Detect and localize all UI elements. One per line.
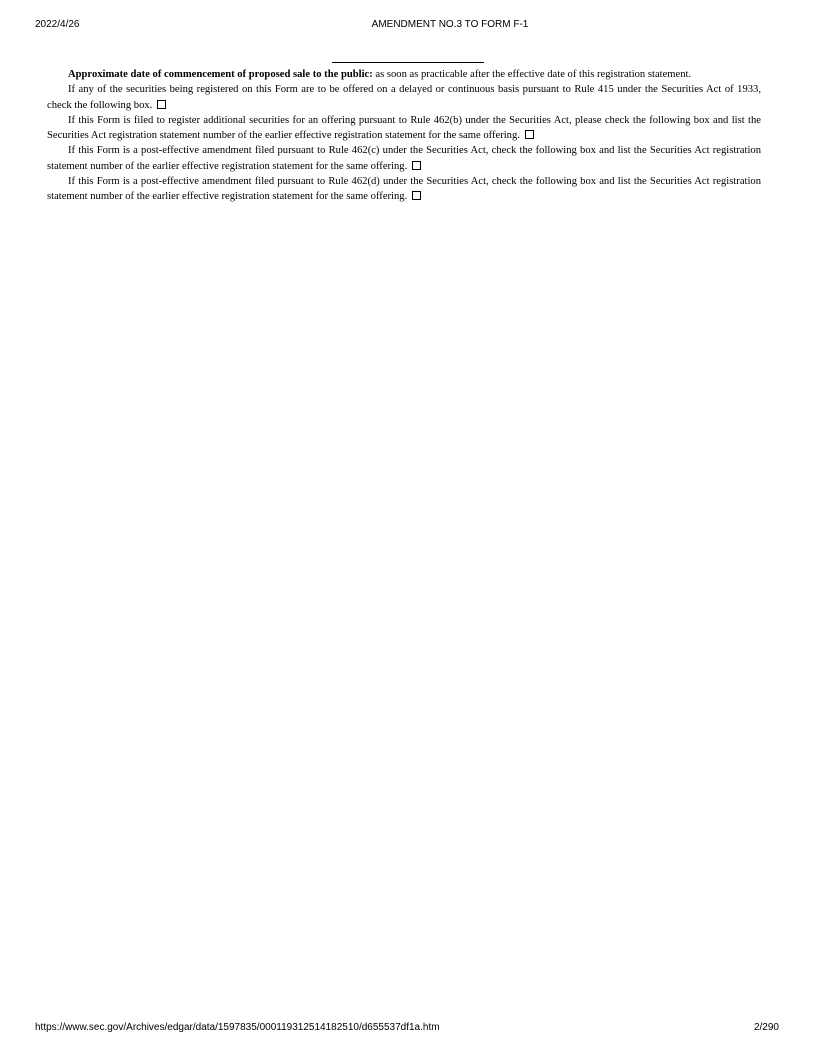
print-header-title: AMENDMENT NO.3 TO FORM F-1 [371, 19, 529, 30]
rule-462d-text: If this Form is a post-effective amendment filed pursuant to Rule 462(d) under the Securities Act, check the following box and list the Securities Act registration statement number of the earlier effective registration statement for the same offering. [47, 176, 761, 203]
commencement-bold-lead: Approximate date of commencement of proposed sale to the public: [68, 69, 373, 80]
rule-415-checkbox[interactable] [157, 100, 166, 109]
print-footer-page-number: 2/290 [753, 1022, 779, 1033]
commencement-paragraph [47, 67, 761, 82]
rule-462b-checkbox[interactable] [525, 130, 534, 139]
rule-462b-paragraph [47, 113, 761, 144]
rule-415-text: If any of the securities being registered on this Form are to be offered on a delayed or continuous basis pursuant to Rule 415 under the Securities Act of 1933, check the following box. [47, 84, 761, 111]
rule-462c-paragraph [47, 143, 761, 174]
rule-462d-paragraph [47, 174, 761, 205]
registration-body [47, 67, 761, 205]
rule-462d-checkbox[interactable] [412, 191, 421, 200]
rule-462b-text: If this Form is filed to register additional securities for an offering pursuant to Rule 462(b) under the Securities Act, please check the following box and list the Securities Act registration statement number of the earlier effective registration statement for the same offering. [47, 114, 761, 142]
rule-462c-checkbox[interactable] [412, 161, 421, 170]
divider-rule [332, 62, 484, 63]
print-footer-url: https://www.sec.gov/Archives/edgar/data/1597835/000119312514182510/d655537df1a.htm [35, 1022, 440, 1033]
commencement-text: as soon as practicable after the effective date of this registration statement. [372, 69, 692, 80]
rule-462c-text: If this Form is a post-effective amendment filed pursuant to Rule 462(c) under the Securities Act, check the following box and list the Securities Act registration statement number of the earlier effective registration statement for the same offering. [47, 145, 761, 172]
rule-415-paragraph [47, 82, 761, 113]
print-header-date: 2022/4/26 [35, 19, 80, 30]
